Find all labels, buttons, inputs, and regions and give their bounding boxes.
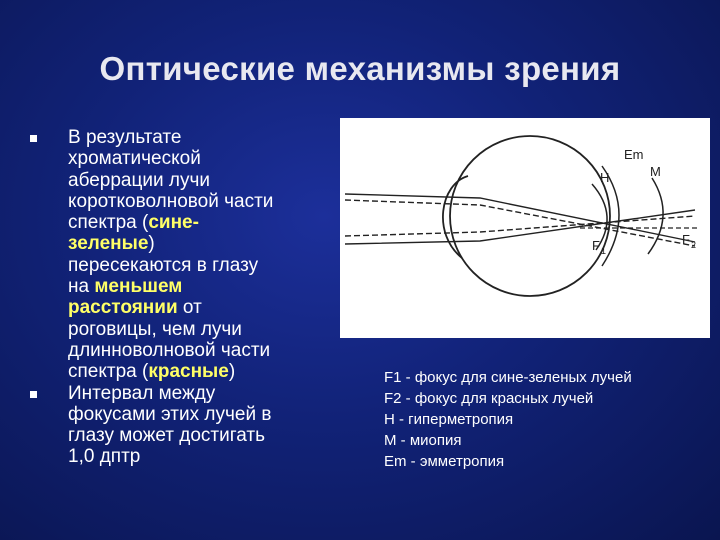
bullet-text-line: длинноволновой части — [68, 339, 271, 361]
label-m: M — [650, 164, 661, 179]
diagram-legend — [384, 367, 704, 472]
slide-title: Оптические механизмы зрения — [99, 50, 621, 87]
bullet-text-line: пересекаются в глазу — [68, 254, 259, 276]
eye-diagram-svg — [340, 118, 710, 338]
legend-line-f2: F2 - фокус для красных лучей — [384, 390, 594, 407]
highlight-blue-green: сине- — [148, 212, 199, 234]
bullet-text-line: Интервал между — [68, 382, 216, 404]
ray-blue-green-lower — [345, 216, 695, 236]
highlight-red: красные — [148, 361, 229, 383]
bullet-text-line — [68, 276, 340, 297]
label-f2-sub: 2 — [691, 240, 697, 250]
bullet-item-interval — [30, 383, 340, 468]
bullet-text-line: глазу может достигать — [68, 425, 266, 447]
bullet-text-line: фокусами этих лучей в — [68, 403, 272, 425]
legend-line-m: M - миопия — [384, 432, 462, 449]
bullet-text-line: аберрации лучи — [68, 169, 210, 191]
highlight-green: зеленые — [68, 233, 149, 255]
bullet-text-line: хроматической — [68, 148, 201, 170]
eyeball-outline — [450, 136, 610, 296]
highlight-distance: расстоянии — [68, 297, 178, 319]
text-span: спектра ( — [68, 212, 149, 234]
bullet-text-line: В результате — [68, 127, 182, 148]
bullet-item-aberration — [30, 127, 340, 383]
legend-line-f1: F1 - фокус для сине-зеленых лучей — [384, 369, 632, 386]
bullet-square-icon — [30, 391, 37, 398]
label-f2: F — [682, 232, 690, 247]
bullet-text-line: 1,0 дптр — [68, 446, 141, 468]
legend-line-em: Em - эмметропия — [384, 453, 505, 470]
bullet-text-line — [68, 361, 340, 382]
label-f1-sub: 1 — [601, 246, 607, 256]
label-h: H — [600, 170, 610, 185]
text-span: на — [68, 276, 95, 298]
text-span: ) — [148, 233, 155, 255]
bullet-list — [30, 127, 340, 468]
bullet-square-icon — [30, 135, 37, 142]
bullet-text-line: роговицы, чем лучи — [68, 318, 242, 340]
text-span: спектра ( — [68, 361, 149, 383]
bullet-text-line — [68, 233, 340, 254]
text-span: от — [177, 297, 202, 319]
eye-diagram — [340, 118, 710, 338]
label-f1: F — [592, 238, 600, 253]
text-span: ) — [228, 361, 236, 383]
ray-red-lower — [345, 210, 695, 244]
bullet-text-line — [68, 297, 340, 318]
bullet-text-line: коротковолновой части — [68, 190, 274, 212]
highlight-smaller: меньшем — [94, 276, 183, 298]
label-em: Em — [624, 147, 644, 162]
legend-line-h: H - гиперметропия — [384, 411, 514, 428]
bullet-text-line — [68, 212, 340, 233]
